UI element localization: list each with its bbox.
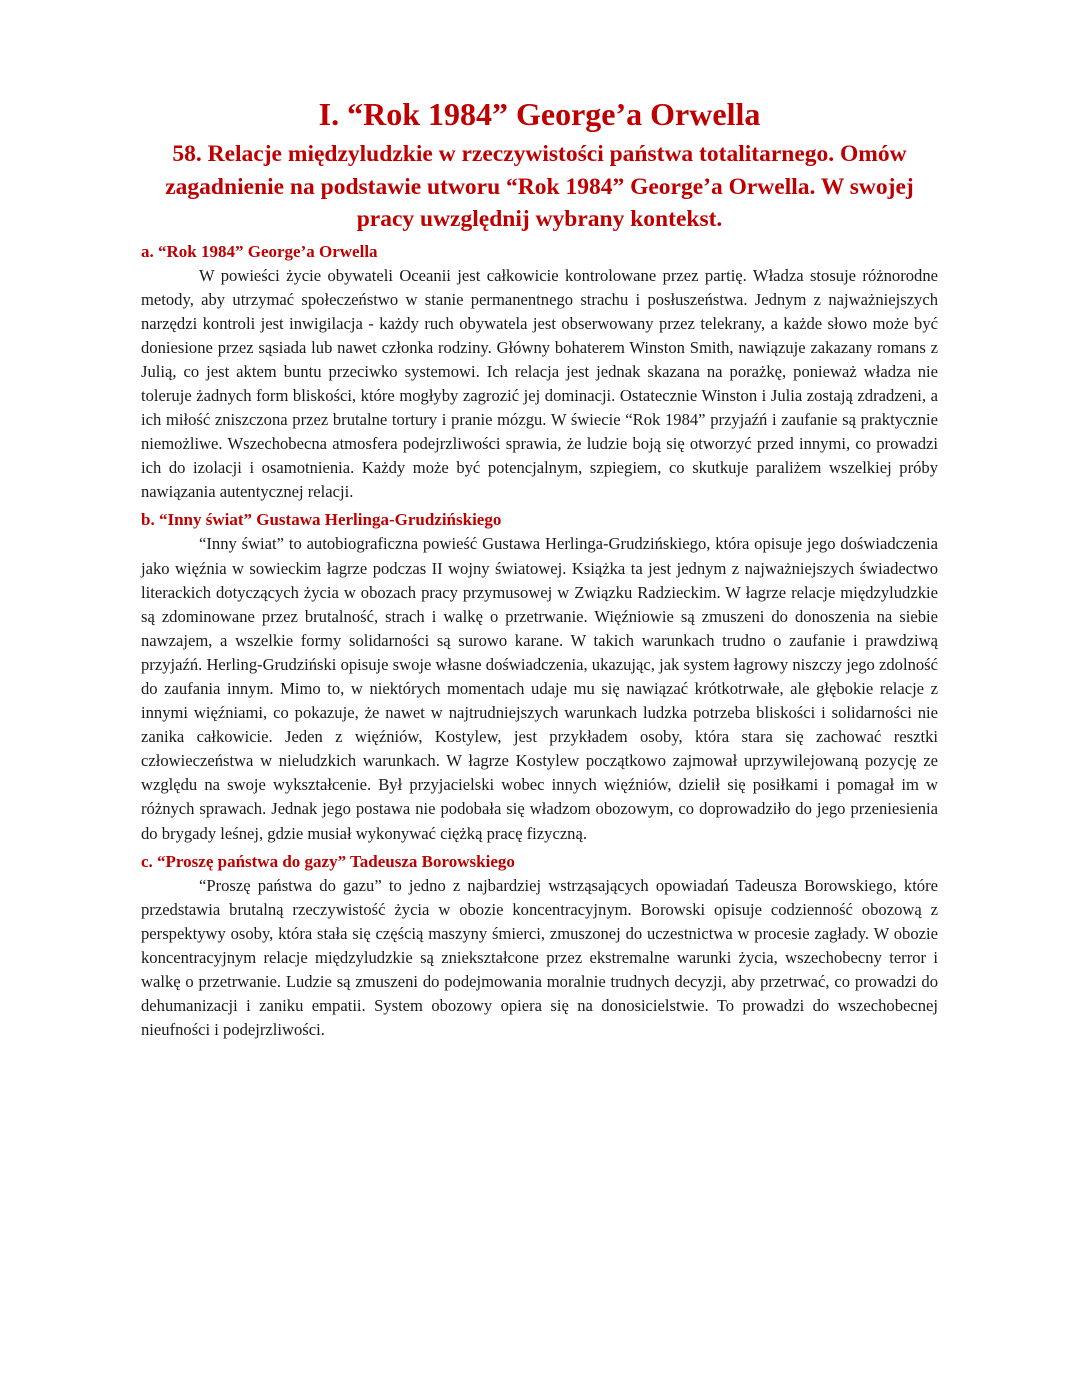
document-page xyxy=(141,94,938,1042)
section-c xyxy=(141,850,938,1043)
section-heading: c. “Proszę państwa do gazy” Tadeusza Borowskiego xyxy=(141,851,515,871)
section-heading: a. “Rok 1984” George’a Orwella xyxy=(141,241,378,261)
section-b xyxy=(141,508,938,845)
section-paragraph: W powieści życie obywateli Oceanii jest całkowicie kontrolowane przez partię. Władza stosuje różnorodne metody, aby utrzymać społeczeństwo w stanie permanentnego strachu i posłuszeństwa. Jednym z najważniejszych narzędzi kontroli jest inwigilacja - każdy ruch obywatela jest obserwowany przez telekrany, a każde słowo może być doniesione przez sąsiada lub nawet członka rodziny. Główny bohaterem Winston Smith, nawiązuje zakazany romans z Julią, co jest aktem buntu przeciwko systemowi. Ich relacja jest jednak skazana na porażkę, ponieważ władza nie toleruje żadnych form bliskości, które mogłyby zagrozić jej dominacji. Ostatecznie Winston i Julia zostają zdradzeni, a ich miłość zniszczona przez brutalne tortury i pranie mózgu. W świecie “Rok 1984” przyjaźń i zaufanie są praktycznie niemożliwe. Wszechobecna atmosfera podejrzliwości sprawia, że ludzie boją się otworzyć przed innymi, co prowadzi ich do izolacji i osamotnienia. Każdy może być potencjalnym, szpiegiem, co skutkuje paraliżem wszelkiej próby nawiązania autentycznej relacji. xyxy=(141,265,938,502)
section-paragraph: “Proszę państwa do gazu” to jedno z najbardziej wstrząsających opowiadań Tadeusza Borowskiego, które przedstawia brutalną rzeczywistość życia w obozie koncentracyjnym. Borowski opisuje codzienność obozową z perspektywy osoby, która stała się częścią maszyny śmierci, zmuszonej do uczestnictwa w procesie zagłady. W obozie koncentracyjnym relacje międzyludzkie są zniekształcone przez ekstremalne warunki życia, wszechobecny terror i walkę o przetrwanie. Ludzie są zmuszeni do podejmowania moralnie trudnych decyzji, aby przetrwać, co prowadzi do dehumanizacji i zaniku empatii. System obozowy opiera się na donosicielstwie. To prowadzi do wszechobecnej nieufności i podejrzliwości. xyxy=(141,875,938,1040)
section-heading: b. “Inny świat” Gustawa Herlinga-Grudzińskiego xyxy=(141,510,502,530)
essay-topic: 58. Relacje międzyludzkie w rzeczywistości państwa totalitarnego. Omów zagadnienie na podstawie utworu “Rok 1984” George’a Orwella. W swojej pracy uwzględnij wybrany kontekst. xyxy=(165,141,914,232)
section-a xyxy=(141,240,938,505)
section-paragraph: “Inny świat” to autobiograficzna powieść Gustawa Herlinga-Grudzińskiego, która opisuje jego doświadczenia jako więźnia w sowieckim łagrze podczas II wojny światowej. Książka ta jest jednym z najważniejszych świadectwo literackich dotyczących życia w obozach pracy przymusowej w Związku Radzieckim. W łagrze relacje międzyludzkie są zdominowane przez brutalność, strach i walkę o przetrwanie. Więźniowie są zmuszeni do donoszenia na siebie nawzajem, a wszelkie formy solidarności są surowo karane. W takich warunkach trudno o zaufanie i prawdziwą przyjaźń. Herling-Grudziński opisuje swoje własne doświadczenia, ukazując, jak system łagrowy niszczy jego zdolność do zaufania innym. Mimo to, w niektórych momentach udaje mu się nawiązać krótkotrwałe, ale głębokie relacje z innymi więźniami, co pokazuje, że nawet w najtrudniejszych warunkach ludzka potrzeba bliskości i solidarności nie zanika całkowicie. Jeden z więźniów, Kostylew, jest przykładem osoby, która stara się zachować resztki człowieczeństwa w nieludzkich warunkach. W łagrze Kostylew początkowo zajmował uprzywilejowaną pozycję ze względu na swoje wykształcenie. Był przyjacielski wobec innych więźniów, dzielił się posiłkami i pomagał im w różnych sprawach. Jednak jego postawa nie podobała się władzom obozowym, co doprowadziło do jego przeniesienia do brygady leśnej, gdzie musiał wykonywać ciężką pracę fizyczną. xyxy=(141,534,938,843)
page-title: I. “Rok 1984” George’a Orwella xyxy=(318,96,761,132)
